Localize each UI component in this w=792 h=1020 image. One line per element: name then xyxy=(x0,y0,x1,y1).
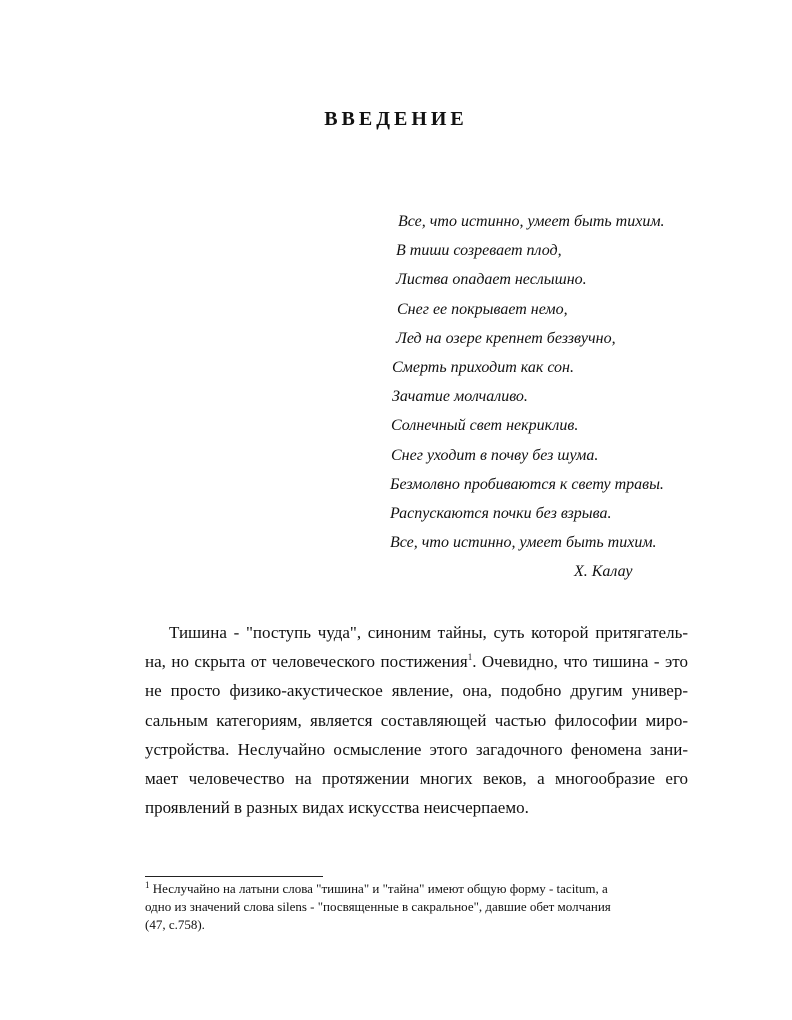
epigraph-line: Смерть приходит как сон. xyxy=(392,358,574,376)
epigraph-line: Снег ее покрывает немо, xyxy=(397,300,568,318)
paragraph-line: мает человечество на протяжении многих веков, а многообразие его xyxy=(145,768,688,788)
epigraph-author: Х. Калау xyxy=(574,563,633,581)
intro-paragraph xyxy=(145,618,688,822)
footnote-line: (47, с.758). xyxy=(145,917,205,932)
paragraph-line: устройства. Неслучайно осмысление этого загадочного феномена зани- xyxy=(145,739,688,759)
paragraph-line: сальным категориям, является составляющей частью философии миро- xyxy=(145,710,688,730)
paragraph-line: проявлений в разных видах искусства неисчерпаемо. xyxy=(145,798,529,818)
footnote-marker: 1 xyxy=(145,880,150,890)
epigraph-line: Зачатие молчаливо. xyxy=(392,388,528,406)
epigraph-line: Распускаются почки без взрыва. xyxy=(390,504,612,522)
paragraph-line xyxy=(145,647,688,676)
epigraph-line: Снег уходит в почву без шума. xyxy=(391,446,599,464)
epigraph-line: Все, что истинно, умеет быть тихим. xyxy=(398,213,665,230)
footnote-line: одно из значений слова silens - "посвященные в сакральное", давшие обет молчания xyxy=(145,899,611,914)
footnote-text: Неслучайно на латыни слова "тишина" и "тайна" имеют общую форму - tacitum, а xyxy=(149,881,608,896)
footnote-line xyxy=(145,880,690,898)
epigraph-line: Листва опадает неслышно. xyxy=(396,271,587,289)
paragraph-line: не просто физико-акустическое явление, она, подобно другим универ- xyxy=(145,681,688,701)
epigraph-line: Солнечный свет некриклив. xyxy=(391,417,579,435)
epigraph-line: Все, что истинно, умеет быть тихим. xyxy=(390,534,657,552)
footnote-reference: 1 xyxy=(467,652,473,663)
paragraph-line: Тишина - "поступь чуда", синоним тайны, суть которой притягатель- xyxy=(169,623,688,642)
page-title: ВВЕДЕНИЕ xyxy=(324,108,468,130)
epigraph-line: Лед на озере крепнет беззвучно, xyxy=(396,329,616,347)
epigraph-line: В тиши созревает плод, xyxy=(396,242,562,260)
footnote-separator xyxy=(145,876,323,877)
paragraph-text: на, но скрыта от человеческого постижения xyxy=(145,652,468,672)
footnote xyxy=(145,880,690,934)
epigraph xyxy=(388,207,718,586)
epigraph-line: Безмолвно пробиваются к свету травы. xyxy=(390,475,664,493)
paragraph-text: . Очевидно, что тишина - это xyxy=(472,652,688,672)
